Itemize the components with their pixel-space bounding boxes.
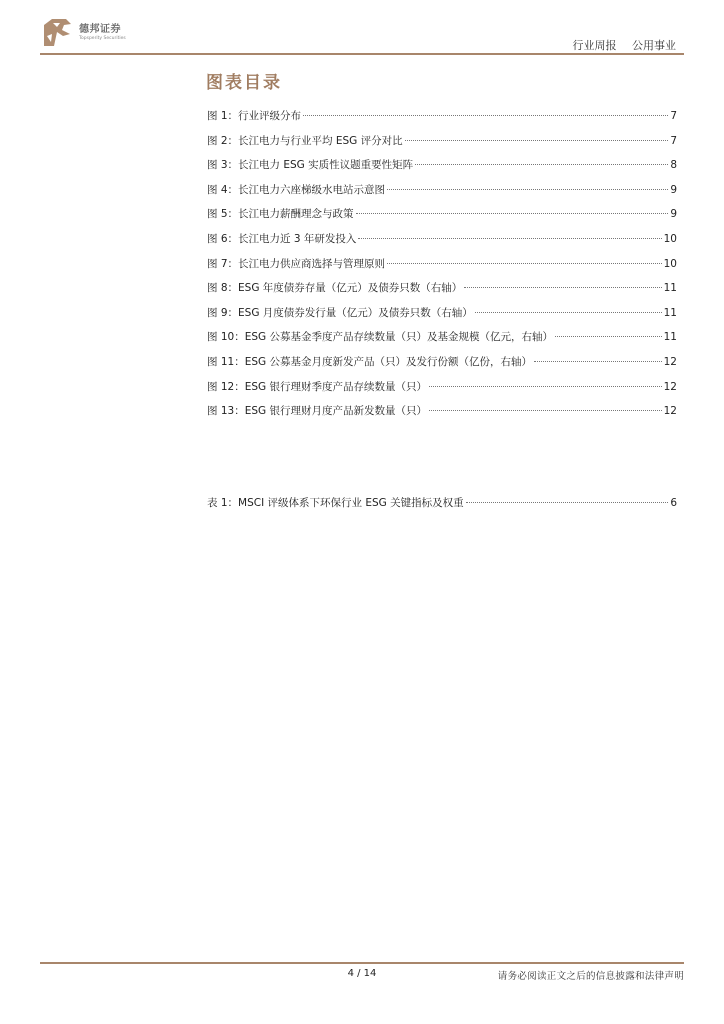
toc-item-title: 图 8：ESG 年度债券存量（亿元）及债券只数（右轴） — [207, 282, 463, 295]
toc-item-title: 图 11：ESG 公募基金月度新发产品（只）及发行份额（亿份，右轴） — [207, 355, 532, 368]
figure-list — [207, 108, 677, 428]
toc-leader-dots — [303, 115, 668, 116]
toc-item-page: 9 — [670, 183, 677, 196]
toc-leader-dots — [387, 189, 668, 190]
toc-item[interactable] — [207, 206, 677, 231]
toc-leader-dots — [475, 312, 662, 313]
toc-item-title: 图 10：ESG 公募基金季度产品存续数量（只）及基金规模（亿元，右轴） — [207, 331, 553, 344]
toc-item-title: 图 2：长江电力与行业平均 ESG 评分对比 — [207, 134, 403, 147]
toc-item[interactable] — [207, 231, 677, 256]
toc-item-title: 图 13：ESG 银行理财月度产品新发数量（只） — [207, 405, 427, 418]
header-tags — [573, 37, 677, 53]
logo-name-en: Topsperity Securities — [79, 36, 126, 41]
toc-item-page: 7 — [670, 134, 677, 147]
toc-item-title: 图 7：长江电力供应商选择与管理原则 — [207, 257, 386, 270]
header-tag-report-type: 行业周报 — [572, 39, 617, 52]
toc-item-page: 10 — [663, 257, 677, 270]
toc-item-title: 图 1：行业评级分布 — [207, 110, 302, 122]
toc-leader-dots — [415, 164, 668, 165]
toc-item[interactable] — [207, 157, 677, 182]
toc-leader-dots — [555, 336, 662, 337]
header-divider — [40, 53, 684, 55]
toc-item-page: 12 — [663, 405, 677, 418]
table-list — [207, 495, 677, 520]
toc-item-page: 11 — [663, 331, 677, 344]
toc-leader-dots — [356, 213, 669, 214]
toc-item[interactable] — [207, 182, 677, 207]
toc-item-page: 11 — [663, 306, 677, 319]
toc-item[interactable] — [207, 108, 677, 133]
footer-disclaimer: 请务必阅读正文之后的信息披露和法律声明 — [497, 971, 684, 982]
toc-item-page: 7 — [670, 110, 677, 122]
header-tag-industry: 公用事业 — [632, 39, 676, 52]
toc-item-page: 11 — [663, 282, 677, 295]
footer-divider — [40, 962, 684, 964]
company-logo — [40, 16, 126, 50]
toc-item-title: 图 5：长江电力薪酬理念与政策 — [207, 208, 354, 221]
toc-item[interactable] — [207, 379, 677, 404]
toc-leader-dots — [358, 238, 661, 239]
toc-item-title: 图 6：长江电力近 3 年研发投入 — [207, 232, 357, 245]
toc-item-page: 9 — [670, 208, 677, 221]
logo-name-cn: 德邦证券 — [79, 24, 121, 35]
toc-item-title: 表 1：MSCI 评级体系下环保行业 ESG 关键指标及权重 — [207, 497, 464, 509]
toc-item-page: 6 — [670, 497, 677, 509]
toc-leader-dots — [429, 410, 662, 411]
toc-item[interactable] — [207, 354, 677, 379]
toc-leader-dots — [387, 263, 662, 264]
toc-item[interactable] — [207, 280, 677, 305]
page-number: 4 / 14 — [347, 968, 377, 979]
logo-mark-icon — [40, 16, 74, 50]
toc-item-page: 8 — [670, 159, 677, 172]
toc-item[interactable] — [207, 495, 677, 520]
toc-leader-dots — [464, 287, 661, 288]
toc-leader-dots — [534, 361, 662, 362]
toc-item[interactable] — [207, 133, 677, 158]
toc-item-page: 12 — [663, 355, 677, 368]
toc-item-title: 图 3：长江电力 ESG 实质性议题重要性矩阵 — [207, 159, 414, 172]
toc-item[interactable] — [207, 305, 677, 330]
toc-item[interactable] — [207, 256, 677, 281]
toc-leader-dots — [405, 140, 669, 141]
toc-item-page: 10 — [663, 232, 677, 245]
toc-leader-dots — [466, 502, 669, 503]
toc-item-title: 图 4：长江电力六座梯级水电站示意图 — [207, 183, 386, 196]
toc-item[interactable] — [207, 403, 677, 428]
toc-item-page: 12 — [663, 380, 677, 393]
toc-leader-dots — [429, 386, 662, 387]
toc-title: 图表目录 — [206, 73, 282, 93]
toc-item-title: 图 9：ESG 月度债券发行量（亿元）及债券只数（右轴） — [207, 306, 473, 319]
toc-item-title: 图 12：ESG 银行理财季度产品存续数量（只） — [207, 380, 427, 393]
toc-item[interactable] — [207, 329, 677, 354]
